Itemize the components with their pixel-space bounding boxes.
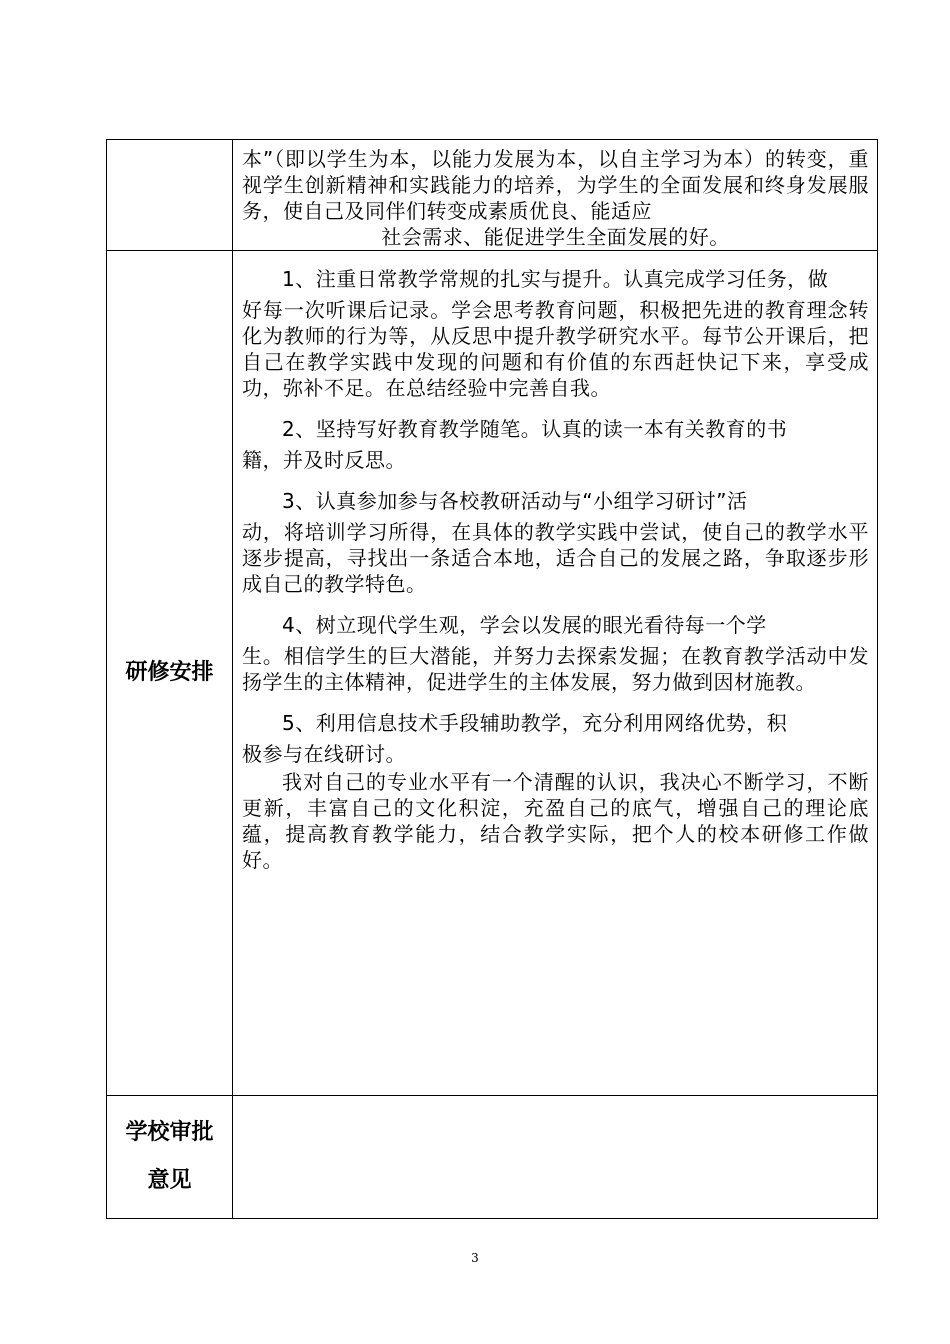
table-row-training-arrangement <box>107 251 878 1096</box>
table-row-continuation <box>107 140 878 251</box>
continuation-text <box>233 140 877 250</box>
arrangement-item-2 <box>242 411 869 473</box>
continuation-line-1: 本”（即以学生为本，以能力发展为本，以自主学习为本）的 <box>242 147 786 171</box>
arrangement-item-2-rest: 籍，并及时反思。 <box>242 448 406 472</box>
arrangement-item-4-rest: 生。相信学生的巨大潜能，并努力去探索发掘；在教育教学活动中发扬学生的主体精神，促进学生的主体发展，努力做到因材施教。 <box>242 644 869 694</box>
continuation-line-2: 转变，重视学生创新精神和实践能力的培养，为学生的全面发 <box>242 147 869 197</box>
arrangement-item-4 <box>242 607 869 695</box>
continuation-line-last: 社会需求、能促进学生全面发展的好。 <box>381 225 730 249</box>
arrangement-item-3-lead: 3、认真参加参与各校教研活动与“小组学习研讨”活 <box>282 489 748 513</box>
continuation-cell <box>233 140 878 251</box>
row-label-empty <box>107 140 233 251</box>
arrangement-item-5-lead: 5、利用信息技术手段辅助教学，充分利用网络优势，积 <box>282 711 788 735</box>
training-arrangement-cell <box>233 251 878 1096</box>
arrangement-item-1 <box>242 261 869 401</box>
arrangement-item-5-rest: 极参与在线研讨。 <box>242 742 406 766</box>
closing-statement: 我对自己的专业水平有一个清醒的认识，我决心不断学习，不断更新，丰富自己的文化积淀，充盈自己的底气，增强自己的理论底蕴，提高教育教学能力，结合教学实际，把个人的校本研修工作做好。 <box>242 770 869 872</box>
school-approval-opinion-cell[interactable] <box>233 1096 878 1219</box>
school-approval-label-line-2: 意见 <box>147 1168 192 1193</box>
arrangement-item-3-rest: 动，将培训学习所得，在具体的教学实践中尝试，使自己的教学水平逐步提高，寻找出一条适合本地，适合自己的发展之路，争取逐步形成自己的教学特色。 <box>242 520 869 596</box>
arrangement-item-5 <box>242 705 869 767</box>
arrangement-item-4-lead: 4、树立现代学生观，学会以发展的眼光看待每一个学 <box>282 613 767 637</box>
arrangement-item-1-lead: 1、注重日常教学常规的扎实与提升。认真完成学习任务，做 <box>282 267 829 291</box>
table-row-school-approval <box>107 1096 878 1219</box>
continuation-line-3: 展和终身发展服务，使自己及同伴们转变成素质优良、能适应 <box>242 173 870 223</box>
school-approval-label <box>107 1096 233 1219</box>
school-approval-label-text <box>107 1109 232 1205</box>
page-number: 3 <box>471 1251 479 1265</box>
arrangement-item-1-rest: 好每一次听课后记录。学会思考教育问题，积极把先进的教育理念转化为教师的行为等，从反思中提升教学研究水平。每节公开课后，把自己在教学实践中发现的问题和有价值的东西赶快记下来，享受成功，弥补不足。在总结经验中完善自我。 <box>242 298 869 400</box>
arrangement-item-3 <box>242 483 869 597</box>
training-arrangement-text <box>233 251 877 873</box>
arrangement-item-2-lead: 2、坚持写好教育教学随笔。认真的读一本有关教育的书 <box>282 417 788 441</box>
training-plan-table <box>106 139 878 1219</box>
school-approval-label-line-1: 学校审批 <box>125 1120 214 1145</box>
training-arrangement-label: 研修安排 <box>107 251 233 1096</box>
